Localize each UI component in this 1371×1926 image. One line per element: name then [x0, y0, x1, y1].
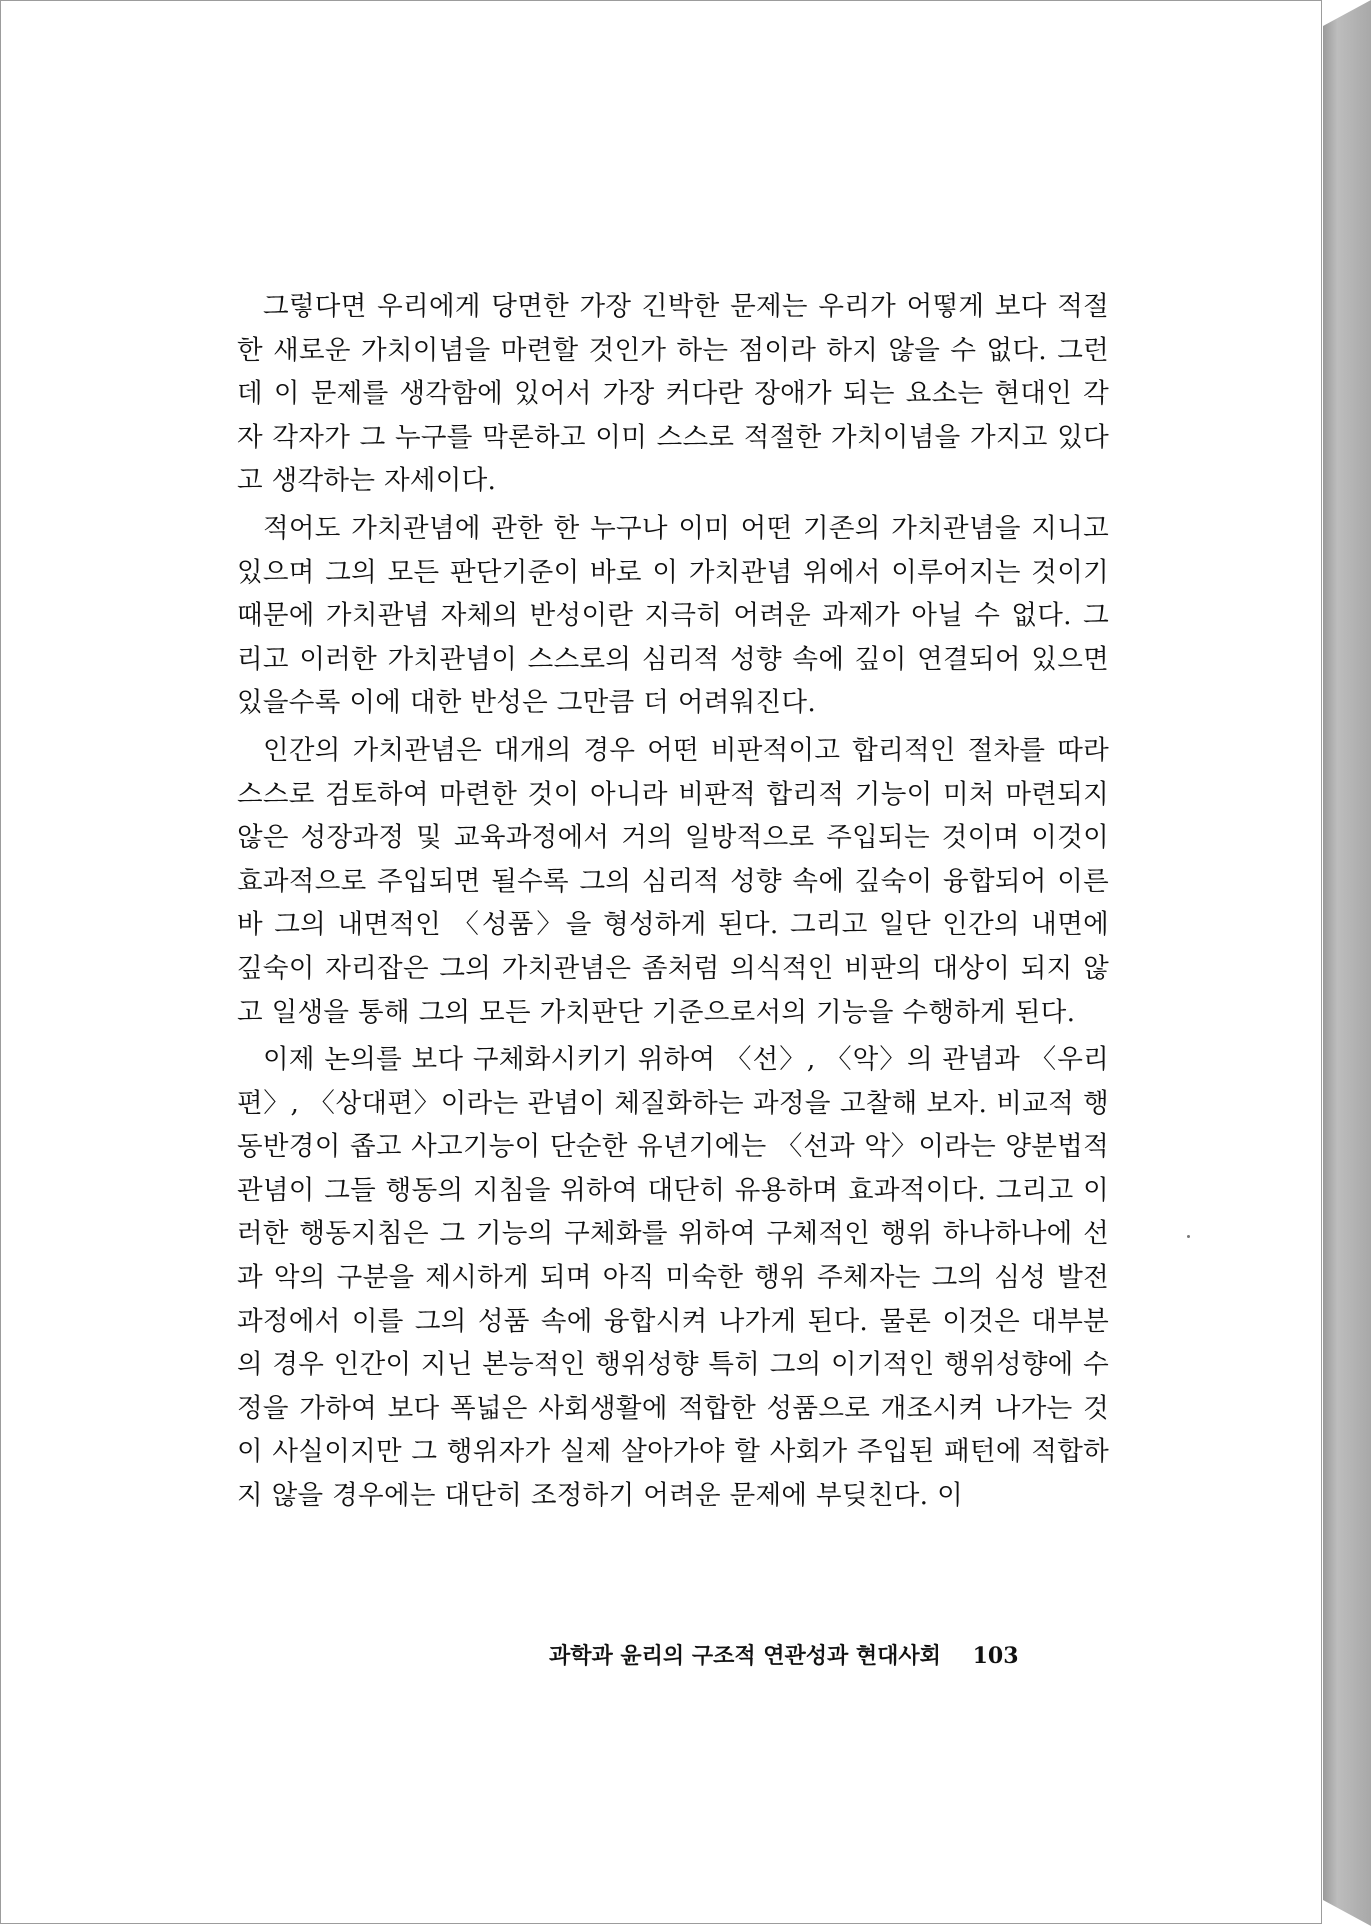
- page-number: 103: [972, 1643, 1019, 1669]
- paragraph-4: 이제 논의를 보다 구체화시키기 위하여 〈선〉, 〈악〉의 관념과 〈우리편〉, 〈상대편〉이라는 관념이 체질화하는 과정을 고찰해 보자. 비교적 행동반경이 좁고 사고기능이 단순한 유년기에는 〈선과 악〉이라는 양분법적 관념이 그들 행동의 지침을 위하여 대단히 유용하며 효과적이다. 그리고 이러한 행동지침은 그 기능의 구체화를 위하여 구체적인 행위 하나하나에 선과 악의 구분을 제시하게 되며 아직 미숙한 행위 주체자는 그의 심성 발전과정에서 이를 그의 성품 속에 융합시켜 나가게 된다. 물론 이것은 대부분의 경우 인간이 지닌 본능적인 행위성향 특히 그의 이기적인 행위성향에 수정을 가하여 보다 폭넓은 사회생활에 적합한 성품으로 개조시켜 나가는 것이 사실이지만 그 행위자가 실제 살아가야 할 사회가 주입된 패턴에 적합하지 않을 경우에는 대단히 조정하기 어려운 문제에 부딪친다. 이: [237, 1044, 1109, 1512]
- paragraph-3: 인간의 가치관념은 대개의 경우 어떤 비판적이고 합리적인 절차를 따라 스스로 검토하여 마련한 것이 아니라 비판적 합리적 기능이 미처 마련되지 않은 성장과정 및 교육과정에서 거의 일방적으로 주입되는 것이며 이것이 효과적으로 주입되면 될수록 그의 심리적 성향 속에 깊숙이 융합되어 이른바 그의 내면적인 〈성품〉을 형성하게 된다. 그리고 일단 인간의 내면에 깊숙이 자리잡은 그의 가치관념은 좀처럼 의식적인 비판의 대상이 되지 않고 일생을 통해 그의 모든 가치판단 기준으로서의 기능을 수행하게 된다.: [237, 734, 1109, 1028]
- paragraph-2: 적어도 가치관념에 관한 한 누구나 이미 어떤 기존의 가치관념을 지니고 있으며 그의 모든 판단기준이 바로 이 가치관념 위에서 이루어지는 것이기 때문에 가치관념 자체의 반성이란 지극히 어려운 과제가 아닐 수 없다. 그리고 이러한 가치관념이 스스로의 심리적 성향 속에 깊이 연결되어 있으면 있을수록 이에 대한 반성은 그만큼 더 어려워진다.: [237, 512, 1109, 719]
- running-footer: [549, 1639, 1083, 1670]
- book-page-edge: [1323, 0, 1371, 1926]
- footer-title: 과학과 윤리의 구조적 연관성과 현대사회: [549, 1643, 941, 1669]
- print-speck: [1187, 1235, 1190, 1238]
- body-text: [237, 285, 1109, 1518]
- paragraph-1: 그렇다면 우리에게 당면한 가장 긴박한 문제는 우리가 어떻게 보다 적절한 새로운 가치이념을 마련할 것인가 하는 점이라 하지 않을 수 없다. 그런데 이 문제를 생각함에 있어서 가장 커다란 장애가 되는 요소는 현대인 각자 각자가 그 누구를 막론하고 이미 스스로 적절한 가치이념을 가지고 있다고 생각하는 자세이다.: [237, 291, 1109, 497]
